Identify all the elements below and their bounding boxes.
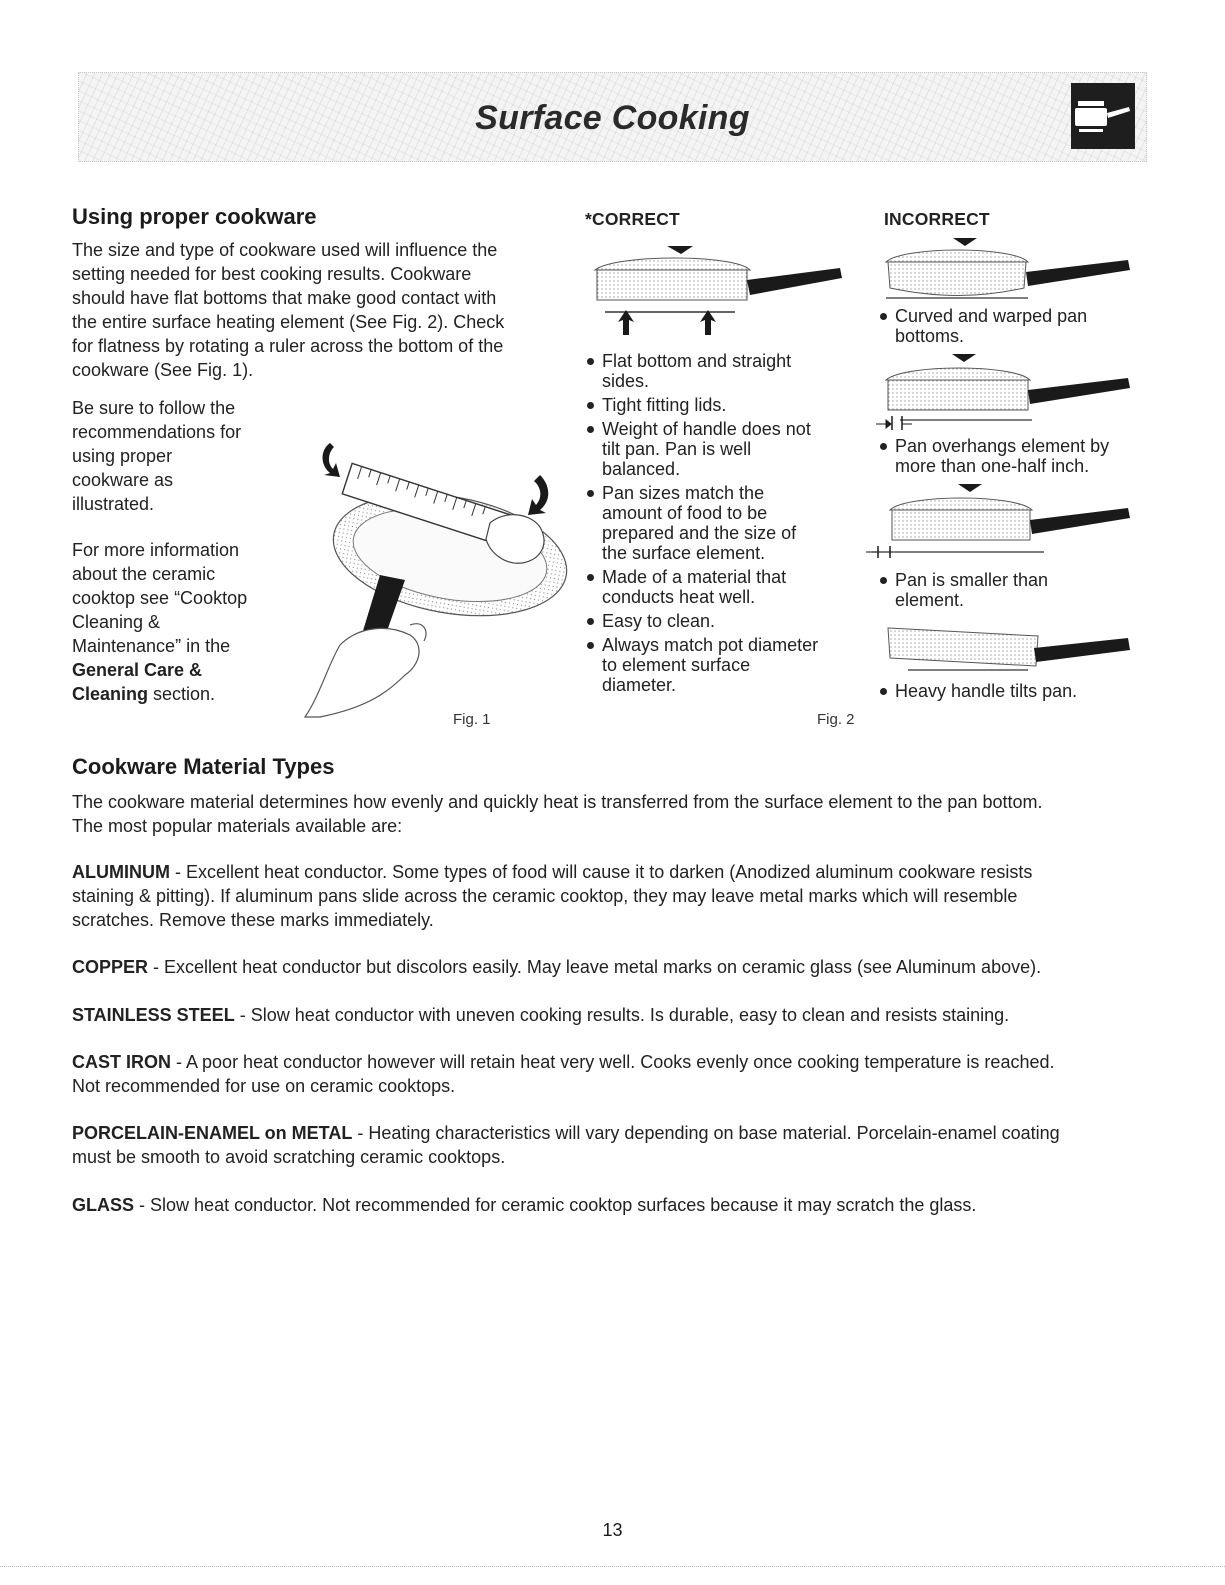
fig2-label: Fig. 2 (817, 711, 855, 728)
fig1-label: Fig. 1 (453, 711, 491, 728)
incorrect-item-heavy-handle: Heavy handle tilts pan. (878, 681, 1148, 701)
incorrect-heavy-handle-illustration (878, 618, 1138, 676)
correct-item: Always match pot diameter to element surface diameter. (585, 635, 855, 695)
intro-paragraph: The size and type of cookware used will influence the setting needed for best cooking results. Cookware should have flat bottoms that make good contact with the entire surface heating element (See Fig. 2). Check for flatness by rotating a ruler across the bottom of the cookware (See Fig. 1). (72, 240, 505, 380)
page-number: 13 (602, 1520, 623, 1540)
incorrect-item-warped: Curved and warped pan bottoms. (878, 306, 1148, 346)
incorrect-warped-pan-illustration (878, 236, 1138, 304)
correct-item: Tight fitting lids. (585, 395, 855, 415)
material-stainless-steel: STAINLESS STEEL - Slow heat conductor with uneven cooking results. Is durable, easy to clean and resists staining. (72, 1005, 1010, 1025)
correct-item: Made of a material that conducts heat well. (585, 567, 855, 607)
materials-intro: The cookware material determines how evenly and quickly heat is transferred from the surface element to the pan bottom. The most popular materials available are: (72, 792, 1043, 836)
material-glass: GLASS - Slow heat conductor. Not recommended for ceramic cooktop surfaces because it may scratch the glass. (72, 1195, 977, 1215)
correct-item: Easy to clean. (585, 611, 855, 631)
incorrect-heading: INCORRECT (884, 209, 990, 229)
header-banner (78, 72, 1147, 162)
pan-icon (1071, 83, 1135, 149)
correct-pan-illustration (585, 240, 850, 335)
section-heading-proper-cookware: Using proper cookware (72, 204, 317, 229)
incorrect-item-smaller: Pan is smaller than element. (878, 570, 1148, 610)
correct-heading: *CORRECT (585, 209, 680, 229)
material-copper: COPPER - Excellent heat conductor but discolors easily. May leave metal marks on ceramic glass (see Aluminum above). (72, 957, 1042, 977)
correct-item: Flat bottom and straight sides. (585, 351, 855, 391)
correct-item: Weight of handle does not tilt pan. Pan is well balanced. (585, 419, 855, 479)
material-cast-iron: CAST IRON - A poor heat conductor however will retain heat very well. Cooks evenly once cooking temperature is reached. Not recommended for use on ceramic cooktops. (72, 1052, 1055, 1096)
page-title: Surface Cooking (475, 99, 750, 137)
more-info-paragraph: For more information about the ceramic cooktop see “Cooktop Cleaning & Maintenance” in the General Care & Cleaning section. (72, 540, 248, 704)
recommendation-paragraph: Be sure to follow the recommendations for using proper cookware as illustrated. (72, 398, 242, 514)
correct-item: Pan sizes match the amount of food to be prepared and the size of the surface element. (585, 483, 855, 563)
incorrect-small-pan-illustration (866, 480, 1136, 560)
material-aluminum: ALUMINUM - Excellent heat conductor. Some types of food will cause it to darken (Anodized aluminum cookware resists staining & pitting). If aluminum pans slide across the ceramic cooktop, they may leave metal marks which will resemble scratches. Remove these marks immediately. (72, 862, 1033, 930)
fig1-ruler-illustration (300, 435, 580, 720)
correct-list (585, 351, 855, 695)
incorrect-overhang-pan-illustration (872, 352, 1137, 430)
section-heading-material-types: Cookware Material Types (72, 754, 335, 779)
bottom-rule (0, 1566, 1225, 1567)
incorrect-item-overhang: Pan overhangs element by more than one-half inch. (878, 436, 1148, 476)
material-porcelain-enamel: PORCELAIN-ENAMEL on METAL - Heating characteristics will vary depending on base material. Porcelain-enamel coating must be smooth to avoid scratching ceramic cooktops. (72, 1123, 1060, 1167)
